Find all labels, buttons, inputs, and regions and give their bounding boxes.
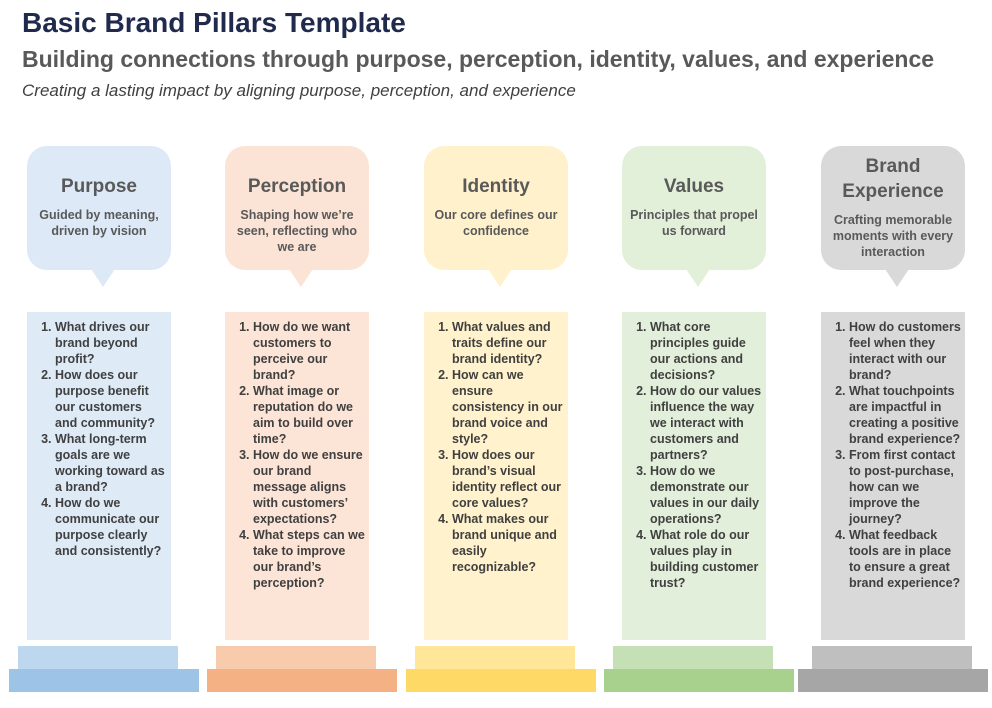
pillar-title: Brand Experience (842, 156, 944, 202)
pillar-base-lower (406, 669, 596, 692)
pillar-description: Our core defines our confidence (434, 208, 558, 238)
question-item: 1. How do customers feel when they interact with our brand? (849, 319, 961, 383)
pillar-base-lower (207, 669, 397, 692)
bubble-tail (289, 269, 313, 287)
pillar-bubble (622, 146, 766, 270)
question-item: 3. From first contact to post-purchase, how can we improve the journey? (849, 447, 961, 527)
question-item: 1. What values and traits define our brand identity? (452, 319, 564, 367)
bubble-tail (686, 269, 710, 287)
pillar-base-lower (604, 669, 794, 692)
question-item: 2. How does our purpose benefit our customers and community? (55, 367, 167, 431)
question-item: 4. What feedback tools are in place to ensure a great brand experience? (849, 527, 961, 591)
question-item: 3. How do we ensure our brand message aligns with customers’ expectations? (253, 447, 365, 527)
pillar-description: Crafting memorable moments with every interaction (832, 213, 954, 259)
pillar-title: Perception (247, 176, 347, 197)
pillar-bubble (424, 146, 568, 270)
page-title: Basic Brand Pillars Template (22, 7, 406, 38)
question-item: 4. What makes our brand unique and easily recognizable? (452, 511, 564, 575)
question-item: 3. What long-term goals are we working toward as a brand? (55, 431, 167, 495)
pillar-bubble (225, 146, 369, 270)
question-item: 2. What image or reputation do we aim to build over time? (253, 383, 365, 447)
pillar-column (27, 312, 171, 640)
question-item: 2. How do our values influence the way we interact with customers and partners? (650, 383, 762, 463)
bubble-tail (91, 269, 115, 287)
question-item: 4. What role do our values play in building customer trust? (650, 527, 762, 591)
question-item: 4. How do we communicate our purpose clearly and consistently? (55, 495, 167, 559)
page-subtitle: Building connections through purpose, perception, identity, values, and experience (22, 46, 935, 72)
pillar-title: Identity (462, 176, 530, 197)
pillar-column (622, 312, 766, 640)
question-item: 1. What drives our brand beyond profit? (55, 319, 167, 367)
pillar-column (821, 312, 965, 640)
question-list (821, 319, 961, 591)
pillar-base-upper (613, 646, 773, 669)
bubble-tail (885, 269, 909, 287)
pillar-values (613, 146, 813, 694)
pillar-description: Guided by meaning, driven by vision (39, 208, 159, 238)
pillar-bubble (27, 146, 171, 270)
question-item: 3. How do we demonstrate our values in our daily operations? (650, 463, 762, 527)
question-item: 4. What steps can we take to improve our brand’s perception? (253, 527, 365, 591)
question-item: 1. What core principles guide our actions and decisions? (650, 319, 762, 383)
pillar-perception (216, 146, 416, 694)
pillar-description: Principles that propel us forward (630, 208, 758, 238)
question-list (622, 319, 762, 591)
pillar-bubble (821, 146, 965, 270)
pillar-base-upper (216, 646, 376, 669)
question-list (27, 319, 167, 559)
question-item: 1. How do we want customers to perceive our brand? (253, 319, 365, 383)
bubble-tail (488, 269, 512, 287)
pillar-column (424, 312, 568, 640)
pillar-column (225, 312, 369, 640)
pillar-base-upper (812, 646, 972, 669)
question-list (424, 319, 564, 575)
pillar-title: Purpose (60, 176, 138, 197)
pillar-base-lower (798, 669, 988, 692)
pillar-base-lower (9, 669, 199, 692)
pillar-description: Shaping how we’re seen, reflecting who we are (236, 208, 358, 254)
pillar-purpose (18, 146, 218, 694)
question-item: 2. How can we ensure consistency in our brand voice and style? (452, 367, 564, 447)
pillar-base-upper (18, 646, 178, 669)
pillar-base-upper (415, 646, 575, 669)
pillar-identity (415, 146, 615, 694)
question-item: 3. How does our brand’s visual identity reflect our core values? (452, 447, 564, 511)
page-tagline: Creating a lasting impact by aligning purpose, perception, and experience (22, 81, 576, 100)
question-item: 2. What touchpoints are impactful in creating a positive brand experience? (849, 383, 961, 447)
pillar-title: Values (663, 176, 725, 197)
pillar-brand-experience (812, 146, 992, 694)
question-list (225, 319, 365, 591)
